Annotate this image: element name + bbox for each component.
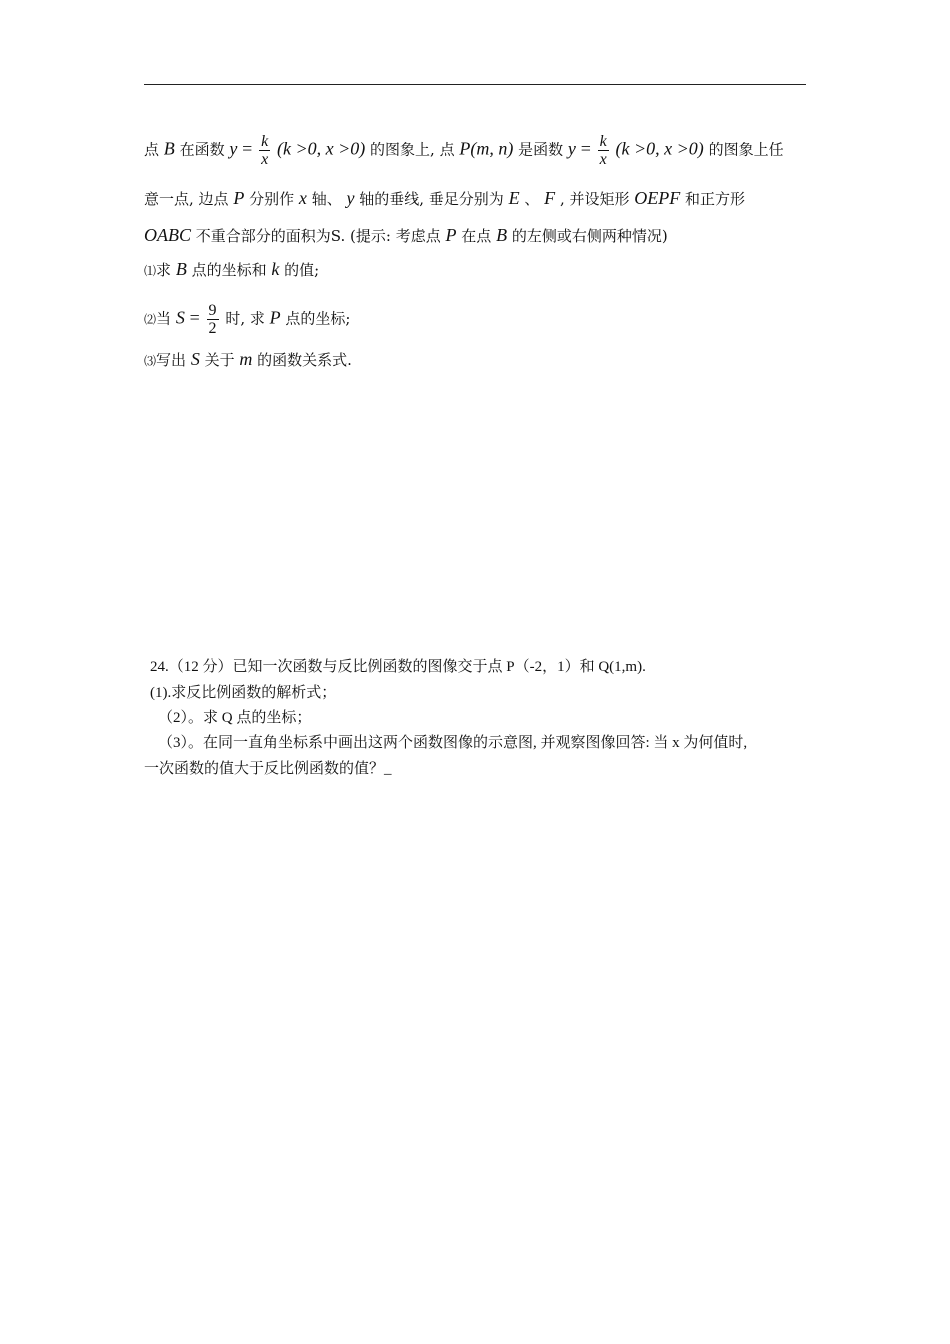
text: 是函数 [518,140,564,159]
problem23-line3 [144,225,668,246]
problem24-part3-cont: 一次函数的值大于反比例函数的值？_ [144,761,392,777]
text: 关于 [204,351,235,369]
text: 的左侧或右侧两种情况) [511,227,668,245]
math-var: E [508,188,520,208]
text: 不重合部分的面积为S. (提示: 考虑点 [195,227,441,245]
subquestion-number: ⑵ [144,312,157,327]
problem23-line2 [144,188,745,209]
math-var: y [567,138,576,159]
subquestion-number: ⑴ [144,264,157,278]
math-var: B [496,225,508,245]
fraction-numerator: 9 [208,302,217,319]
text: 、 [524,190,540,208]
problem24-title: 24.（12 分）已知一次函数与反比例函数的图像交于点 P（-2，1）和 Q(1,m). [150,659,646,675]
fraction-denominator: x [599,151,607,168]
problem24-part3: （3）。在同一直角坐标系中画出这两个函数图像的示意图, 并观察图像回答: 当 x 为何值时, [158,735,748,751]
math-condition: (k >0, x >0) [276,138,366,159]
text: 点 [144,140,160,159]
math-var: OABC [144,225,191,245]
text: 分别作 [249,190,295,208]
fraction-numerator: k [599,133,607,150]
math-var: P [233,188,245,208]
text: 意一点, 边点 [144,190,229,208]
math-var: m [239,349,253,369]
subquestion-3 [144,349,352,371]
fraction-9-over-2 [207,302,219,337]
math-var: S [175,307,185,328]
fraction-denominator: x [261,151,269,168]
header-rule [144,84,806,85]
problem23-line1 [144,133,784,168]
text: 和正方形 [685,190,746,208]
math-var: P [445,225,457,245]
problem24-part1: (1).求反比例函数的解析式； [150,685,337,701]
text: 的图象上任 [708,140,784,159]
problem24-part2: （2）。求 Q 点的坐标； [158,710,312,726]
math-var: x [298,188,307,208]
text: 轴、 [311,190,342,208]
subquestion-2 [144,302,350,337]
math-var: B [175,259,187,279]
math-var: S [190,349,200,369]
text: 的函数关系式. [257,351,352,369]
math-op: = [242,138,253,159]
text: , 并设矩形 [559,190,630,208]
math-var: y [346,188,355,208]
math-op: = [580,138,591,159]
text: 点的坐标和 [191,261,267,279]
text: 时, 求 [225,309,265,328]
fraction-numerator: k [261,133,269,150]
math-var: y [229,138,238,159]
math-var: OEPF [634,188,681,208]
subquestion-number: ⑶ [144,354,157,368]
text: 当 [156,309,172,328]
text: 在点 [461,227,492,245]
text: 在函数 [179,140,225,159]
fraction-denominator: 2 [208,320,217,337]
math-var: k [271,259,280,279]
math-condition: (k >0, x >0) [615,138,704,159]
math-op: = [189,307,200,328]
subquestion-1 [144,259,319,281]
text: 的图象上, 点 [370,140,455,159]
math-var: F [544,188,556,208]
math-var: B [163,138,175,159]
fraction-k-over-x-2 [598,133,609,168]
text: 轴的垂线, 垂足分别为 [359,190,504,208]
math-var: P [269,307,281,328]
text: 点的坐标; [285,309,351,328]
math-point: P(m, n) [459,138,514,159]
text: 的值; [284,261,320,279]
fraction-k-over-x [259,133,270,168]
text: 写出 [156,351,187,369]
text: 求 [156,261,172,279]
